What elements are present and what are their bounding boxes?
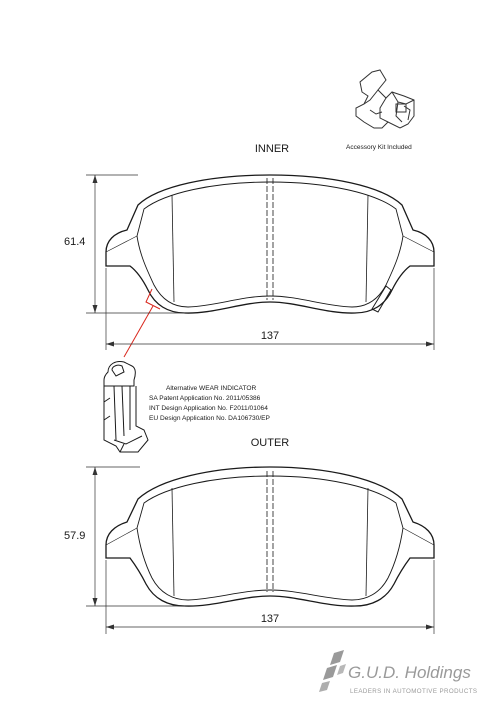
inner-height-label: 61.4 bbox=[64, 236, 86, 248]
accessory-kit-caption: Accessory Kit Included bbox=[346, 144, 412, 151]
outer-pad bbox=[106, 467, 434, 606]
gud-logo-mark-icon bbox=[319, 650, 346, 692]
wear-indicator-text bbox=[149, 385, 271, 422]
outer-width-label: 137 bbox=[260, 613, 280, 625]
outer-pad-friction-outline bbox=[137, 476, 403, 600]
inner-pad-friction-outline bbox=[137, 182, 403, 307]
outer-pad-outline bbox=[106, 467, 434, 606]
wear-indicator-line: Alternative WEAR INDICATOR bbox=[166, 385, 257, 392]
wear-indicator-line: INT Design Application No. F2011/01064 bbox=[149, 405, 268, 412]
wear-indicator-line: EU Design Application No. DA106730/EP bbox=[149, 415, 270, 422]
wear-indicator-line: SA Patent Application No. 2011/05386 bbox=[149, 395, 261, 402]
inner-width-label: 137 bbox=[260, 330, 280, 342]
inner-pad bbox=[106, 175, 434, 313]
wear-indicator-leader bbox=[124, 289, 160, 357]
outer-height-label: 57.9 bbox=[64, 530, 86, 542]
wear-indicator-clip-illustration bbox=[104, 361, 148, 452]
outer-height-dimension bbox=[86, 467, 185, 606]
inner-title: INNER bbox=[254, 143, 290, 155]
outer-title: OUTER bbox=[250, 437, 290, 449]
brand-tagline: LEADERS IN AUTOMOTIVE PRODUCTS bbox=[350, 688, 478, 695]
inner-pad-outline bbox=[106, 175, 434, 313]
accessory-kit-illustration bbox=[356, 70, 414, 128]
brand-name: G.U.D. Holdings bbox=[348, 663, 471, 682]
